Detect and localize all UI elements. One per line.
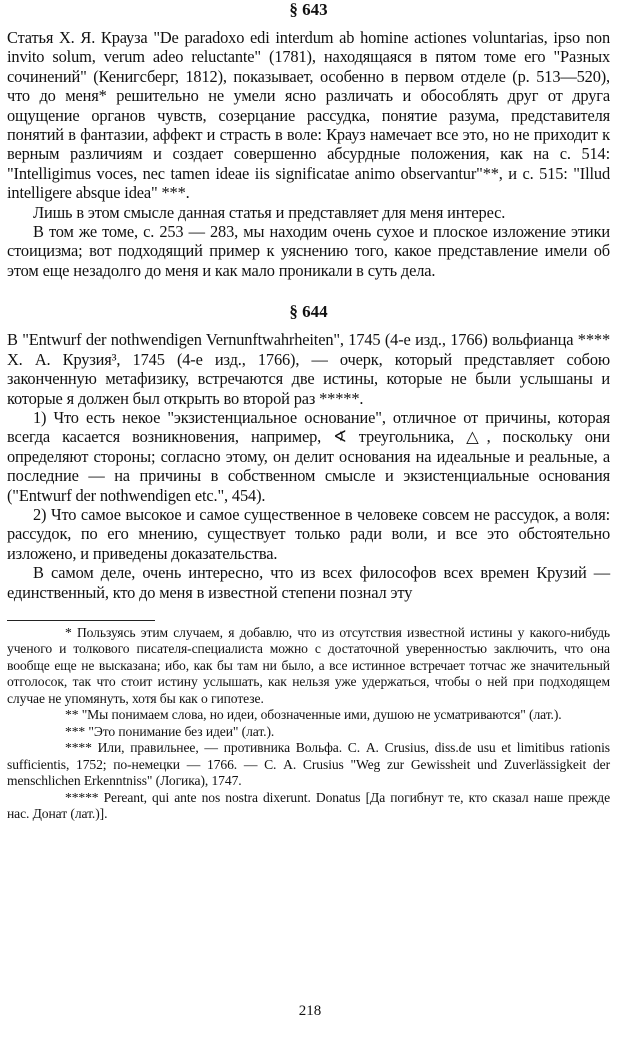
section-643-paragraph-3: В том же томе, с. 253 — 283, мы находим очень сухое и плоское изложение этики стоицизма; вот подходящий пример к уяснению того, какое представление имели об этом еще незадолго до меня и как мало проникали в суть дела. — [7, 222, 610, 280]
section-644-paragraph-3: 2) Что самое высокое и самое существенное в человеке совсем не рассудок, а воля: рассудок, по его мнению, существует только ради воли, и все это обстоятельно изложено, и приведены доказательства. — [7, 504, 610, 563]
footnotes — [7, 625, 610, 823]
footnote-4: **** Или, правильнее, — противника Вольфа. С. А. Crusius, diss.de usu et limitibus rationis sufficientis, 1752; по-немецки — 1766. — С. А. Crusius "Weg zur Gewissheit und Zuverlässigkeit der menschlichen Erkenntniss" (Логика), 1747. — [7, 740, 610, 789]
footnote-5: ***** Pereant, qui ante nos nostra dixerunt. Donatus [Да погибнут те, кто сказал наше прежде нас. Донат (лат.)]. — [7, 789, 610, 822]
section-643-heading: § 643 — [289, 0, 328, 19]
section-644-paragraph-1: В "Entwurf der nothwendigen Vernunftwahrheiten", 1745 (4-е изд., 1766) вольфианца **** Х. А. Крузия³, 1745 (4-е изд., 1766), — очерк, который представляет собою законченную метафизику, встречаются две истины, которые не были услышаны и которые я должен был открыть во второй раз *****. — [7, 330, 610, 408]
footnote-divider — [7, 620, 155, 621]
footnote-1: * Пользуясь этим случаем, я добавлю, что из отсутствия известной истины у какого-нибудь ученого и толкового писателя-специалиста можно с достаточной уверенностью заключить, что она вообще еще не высказана; ибо, как бы там ни было, а все истинное встречает тотчас же значительный отголосок, так что стоит истину услышать, как нельзя уже удержаться, чтобы о ней при подходящем случае не упомянуть, хотя бы как о гипотезе. — [7, 624, 610, 706]
section-644-paragraph-4: В самом деле, очень интересно, что из всех философов всех времен Крузий — единственный, кто до меня в известной степени познал эту — [7, 563, 610, 602]
page-number: 218 — [298, 1003, 322, 1019]
section-644-paragraph-2: 1) Что есть некое "экзистенциальное основание", отличное от причины, которая всегда касается возникновения, например, ∢ треугольника, △, поскольку они определяют стороны; согласно этому, он делит основания на идеальные и реальные, а последние — на причины в собственном смысле и экзистенциальные основания ("Entwurf der nothwendigen etc.", 454). — [7, 407, 610, 505]
section-643-paragraph-1: Статья X. Я. Крауза "De paradoxo edi interdum ab homine actiones voluntarias, ipso non invito solum, verum adeo reluctante" (1781), находящаяся в пятом томе его "Разных сочинений" (Кенигсберг, 1812), показывает, особенно в первом отделе (р. 513—520), что до меня* решительно не умели ясно различать и обособлять друг от друга ощущение органов чувств, созерцание рассудка, понятие разума, представителя понятий в фантазии, аффект и страсть в воле: Крауз намечает все это, но не приходит к верным различиям и создает совершенно абсурдные положения, как на с. 514: "Intelligimus voces, nec tamen ideae iis significatae animo observantur"**, и с. 515: "Illud intelligere absque idea" ***. — [7, 28, 610, 203]
section-644-heading: § 644 — [289, 302, 328, 322]
footnote-3: *** "Это понимание без идеи" (лат.). — [65, 723, 275, 739]
footnote-2: ** "Мы понимаем слова, но идеи, обозначенные ими, душою не усматриваются" (лат.). — [65, 707, 562, 723]
section-643-paragraph-2: Лишь в этом смысле данная статья и представляет для меня интерес. — [33, 202, 506, 222]
